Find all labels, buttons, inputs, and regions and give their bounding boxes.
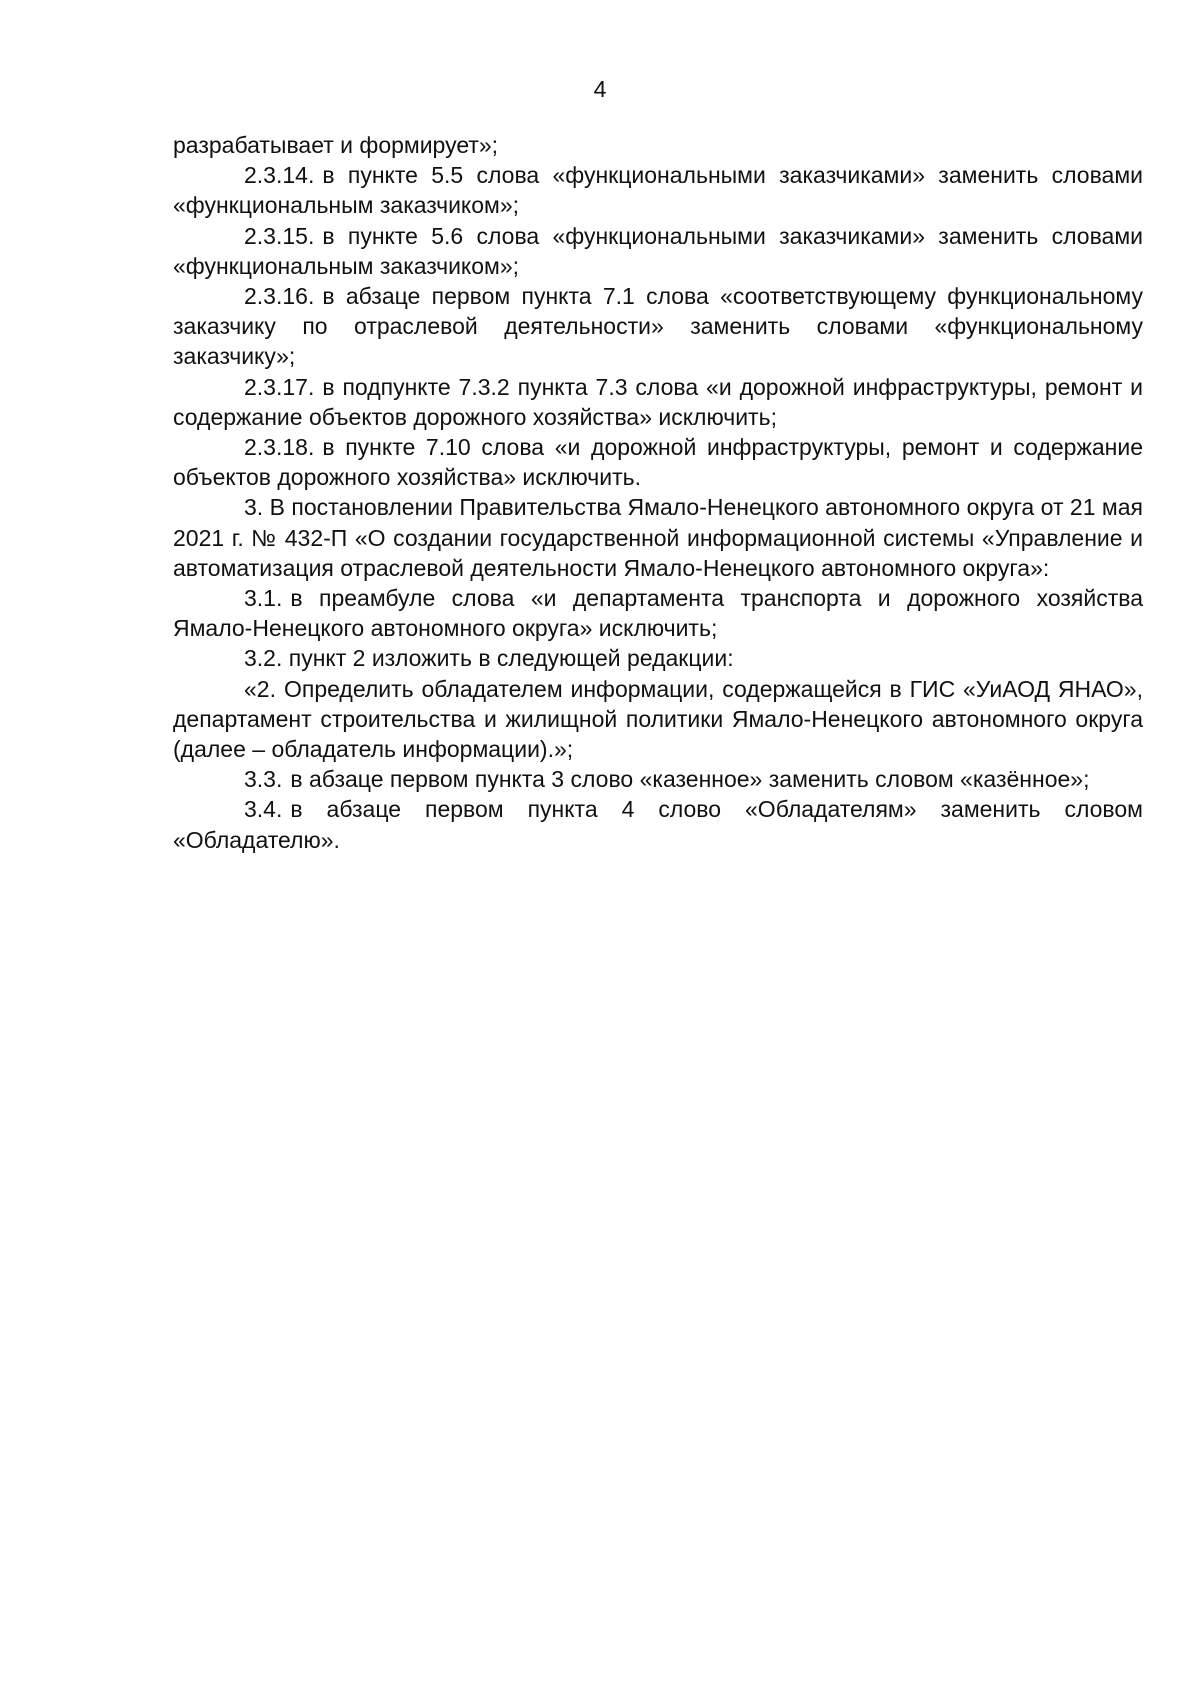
paragraph-continuation xyxy=(173,130,1143,160)
page-number: 4 xyxy=(593,76,607,102)
paragraph-text: 3. В постановлении Правительства Ямало-Ненецкого автономного округа от 21 мая 2021 г. № 432-П «О создании государственной информационной системы «Управление и автоматизация отраслевой деятельности Ямало-Ненецкого автономного округа»: xyxy=(173,494,1143,581)
paragraph-text: в подпункте 7.3.2 пункта 7.3 слова «и дорожной инфраструктуры, ремонт и содержание объектов дорожного хозяйства» исключить; xyxy=(173,373,1143,430)
paragraph-2-3-17 xyxy=(173,372,1143,432)
document-body xyxy=(173,130,1143,855)
paragraph-number: «2. xyxy=(244,675,276,702)
paragraph-number: 3.4. xyxy=(244,796,283,823)
paragraph-2-3-16 xyxy=(173,281,1143,372)
paragraph-2-3-18 xyxy=(173,432,1143,492)
paragraph-quoted-2 xyxy=(173,674,1143,765)
paragraph-text: разрабатывает и формирует»; xyxy=(173,132,499,158)
paragraph-number: 2.3.15. xyxy=(244,222,315,249)
paragraph-text: в преамбуле слова «и департамента транспорта и дорожного хозяйства Ямало-Ненецкого автономного округа» исключить; xyxy=(173,585,1143,642)
paragraph-text: в абзаце первом пункта 7.1 слова «соответствующему функциональному заказчику по отраслевой деятельности» заменить словами «функциональному заказчику»; xyxy=(173,283,1143,370)
paragraph-text: Определить обладателем информации, содержащейся в ГИС «УиАОД ЯНАО», департамент строительства и жилищной политики Ямало-Ненецкого автономного округа (далее – обладатель информации).»; xyxy=(173,675,1143,763)
paragraph-3-3 xyxy=(173,764,1143,794)
paragraph-3 xyxy=(173,492,1143,583)
paragraph-text: в абзаце первом пункта 3 слово «казенное» заменить словом «казённое»; xyxy=(290,766,1090,793)
paragraph-3-4 xyxy=(173,794,1143,854)
paragraph-text: в абзаце первом пункта 4 слово «Обладателям» заменить словом «Обладателю». xyxy=(173,796,1143,853)
paragraph-2-3-15 xyxy=(173,221,1143,281)
paragraph-number: 2.3.14. xyxy=(244,162,315,189)
paragraph-number: 2.3.16. xyxy=(244,283,315,310)
paragraph-text: в пункте 5.6 слова «функциональными заказчиками» заменить словами «функциональным заказчиком»; xyxy=(173,222,1143,279)
paragraph-text: в пункте 5.5 слова «функциональными заказчиками» заменить словами «функциональным заказчиком»; xyxy=(173,162,1143,219)
paragraph-3-1 xyxy=(173,583,1143,643)
paragraph-number: 2.3.18. xyxy=(244,434,315,461)
paragraph-number: 3.1. xyxy=(244,585,283,612)
paragraph-number: 3.3. xyxy=(244,766,283,793)
paragraph-3-2 xyxy=(173,643,1143,673)
paragraph-number: 2.3.17. xyxy=(244,373,315,400)
paragraph-text: 3.2. пункт 2 изложить в следующей редакции: xyxy=(244,645,734,672)
paragraph-text: в пункте 7.10 слова «и дорожной инфраструктуры, ремонт и содержание объектов дорожного хозяйства» исключить. xyxy=(173,434,1143,491)
paragraph-2-3-14 xyxy=(173,160,1143,220)
